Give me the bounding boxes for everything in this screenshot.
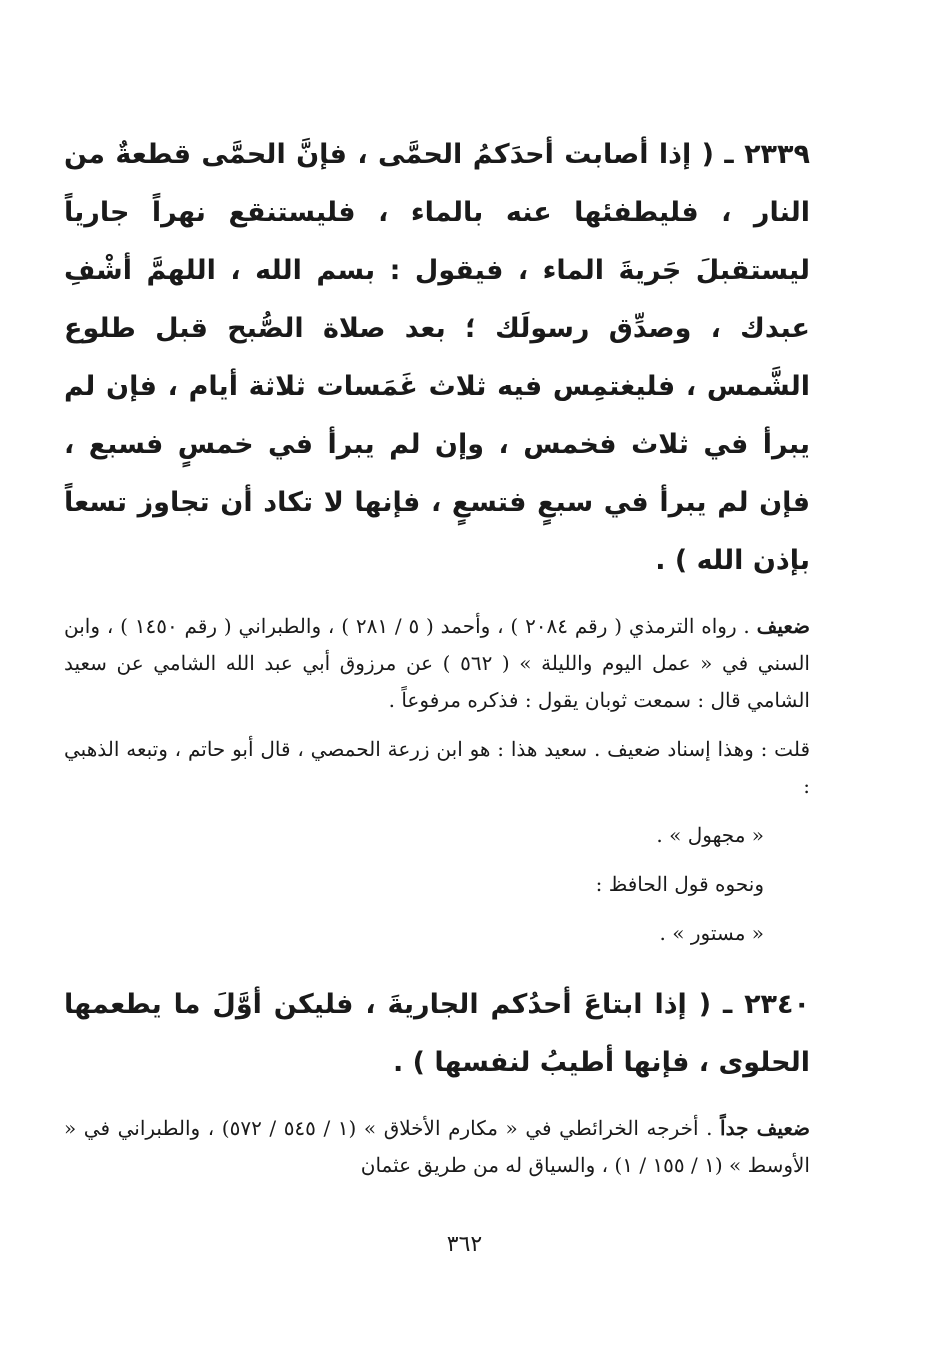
grading-2339: ضعيف (756, 614, 810, 638)
takhrij-2339-text: . رواه الترمذي ( رقم ٢٠٨٤ ) ، وأحمد ( ٥ / ٢٨١ ) ، والطبراني ( رقم ١٤٥٠ ) ، وابن السني في « عمل اليوم والليلة » ( ٥٦٢ ) عن مرزوق أبي عبد الله الشامي عن سعيد الشامي قال : سمعت ثوبان يقول : فذكره مرفوعاً . (64, 614, 810, 712)
takhrij-2339 (64, 608, 810, 719)
note-hafiz: ونحوه قول الحافظ : (595, 872, 764, 896)
page-number: ٣٦٢ (446, 1232, 483, 1257)
hadith-2340: ٢٣٤٠ ـ ( إذا ابتاعَ أحدُكم الجاريةَ ، فليكن أوَّلَ ما يطعمها الحلوى ، فإنها أطيبُ لنفسها ) . (64, 989, 810, 1078)
quote-mastur: « مستور » . (659, 921, 764, 945)
book-page (64, 126, 810, 1184)
takhrij-2340 (64, 1110, 810, 1184)
hadith-2339: ٢٣٣٩ ـ ( إذا أصابت أحدَكمُ الحمَّى ، فإنَّ الحمَّى قطعةٌ من النار ، فليطفئها عنه بالماء ، فليستنقع نهراً جارياً ليستقبلَ جَريةَ الماء ، فيقول : بسم الله ، اللهمَّ أشْفِ عبدك ، وصدِّق رسولَك ؛ بعد صلاة الصُّبح قبل طلوع الشَّمس ، فليغتمِس فيه ثلاث غَمَسات ثلاثة أيام ، فإن لم يبرأ في ثلاث فخمس ، وإن لم يبرأ في خمسٍ فسبع ، فإن لم يبرأ في سبعٍ فتسعٍ ، فإنها لا تكاد أن تجاوز تسعاً بإذن الله ) . (64, 139, 810, 576)
quote-majhul: « مجهول » . (656, 823, 764, 847)
takhrij-2340-text: . أخرجه الخرائطي في « مكارم الأخلاق » (١ / ٥٤٥ / ٥٧٢) ، والطبراني في « الأوسط » (١ / ١٥٥ / ١) ، والسياق له من طريق عثمان (64, 1116, 810, 1177)
note-2339: قلت : وهذا إسناد ضعيف . سعيد هذا : هو ابن زرعة الحمصي ، قال أبو حاتم ، وتبعه الذهبي : (64, 737, 810, 798)
grading-2340: ضعيف جداً (720, 1116, 811, 1140)
